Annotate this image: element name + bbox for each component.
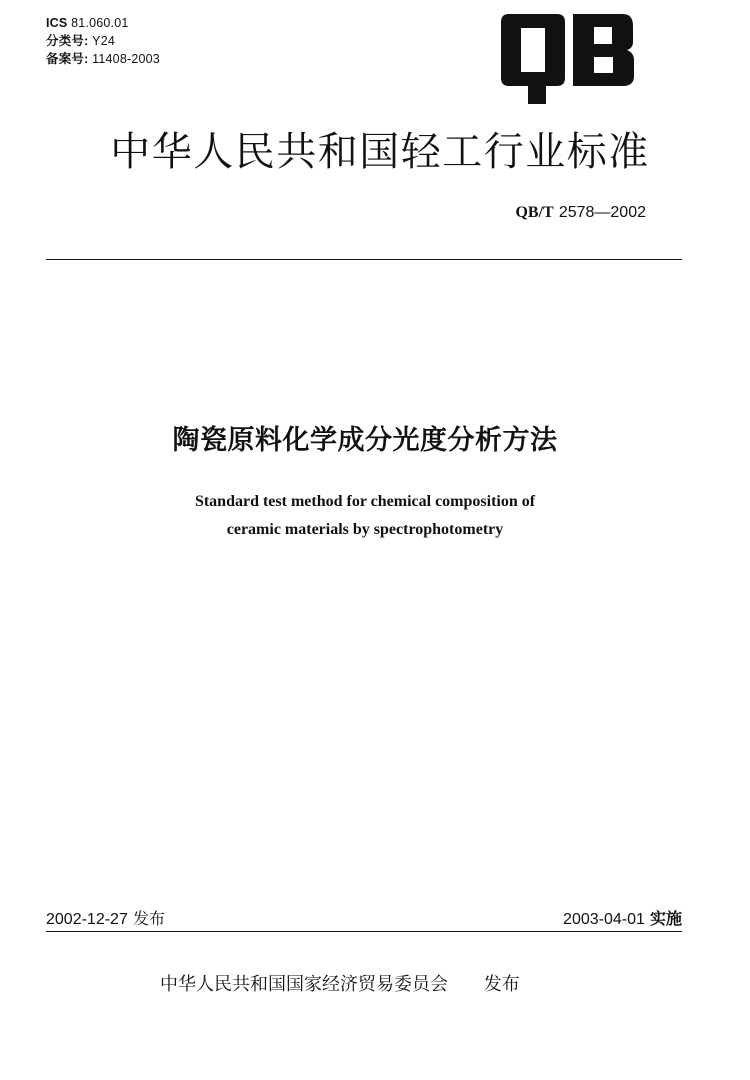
issuer-verb: 发布 — [483, 974, 520, 995]
standard-number — [515, 202, 646, 222]
effective-word: 实施 — [649, 909, 682, 928]
ics-value: 81.060.01 — [71, 16, 129, 30]
issue-date: 2002-12-27 — [46, 911, 128, 928]
issue-date-block — [46, 906, 165, 929]
classification-label: 分类号: — [46, 34, 89, 48]
english-title-line-1: Standard test method for chemical composition of — [194, 493, 536, 510]
classification-row — [46, 32, 160, 50]
effective-date: 2003-04-01 — [563, 911, 645, 928]
metadata-block — [46, 14, 160, 68]
ics-row — [46, 14, 160, 32]
publisher-header: 中华人民共和国轻工行业标准 — [110, 129, 650, 175]
record-row — [46, 50, 160, 68]
record-label: 备案号: — [46, 52, 89, 66]
standard-number-value: 2578—2002 — [558, 204, 646, 221]
qb-logo — [499, 14, 639, 106]
bottom-divider — [46, 931, 682, 932]
issuer-name: 中华人民共和国国家经济贸易委员会 — [160, 974, 448, 995]
top-divider — [46, 259, 682, 260]
ics-label: ICS — [46, 16, 68, 30]
issuer-line — [160, 970, 520, 996]
document-title-chinese: 陶瓷原料化学成分光度分析方法 — [172, 425, 558, 456]
classification-value: Y24 — [92, 34, 115, 48]
record-value: 11408-2003 — [92, 52, 160, 66]
english-title-line-2: ceramic materials by spectrophotometry — [226, 521, 504, 538]
document-title-english — [0, 488, 730, 544]
effective-date-block — [563, 906, 682, 929]
issue-word: 发布 — [132, 909, 165, 928]
standard-code: QB/T — [515, 204, 554, 221]
